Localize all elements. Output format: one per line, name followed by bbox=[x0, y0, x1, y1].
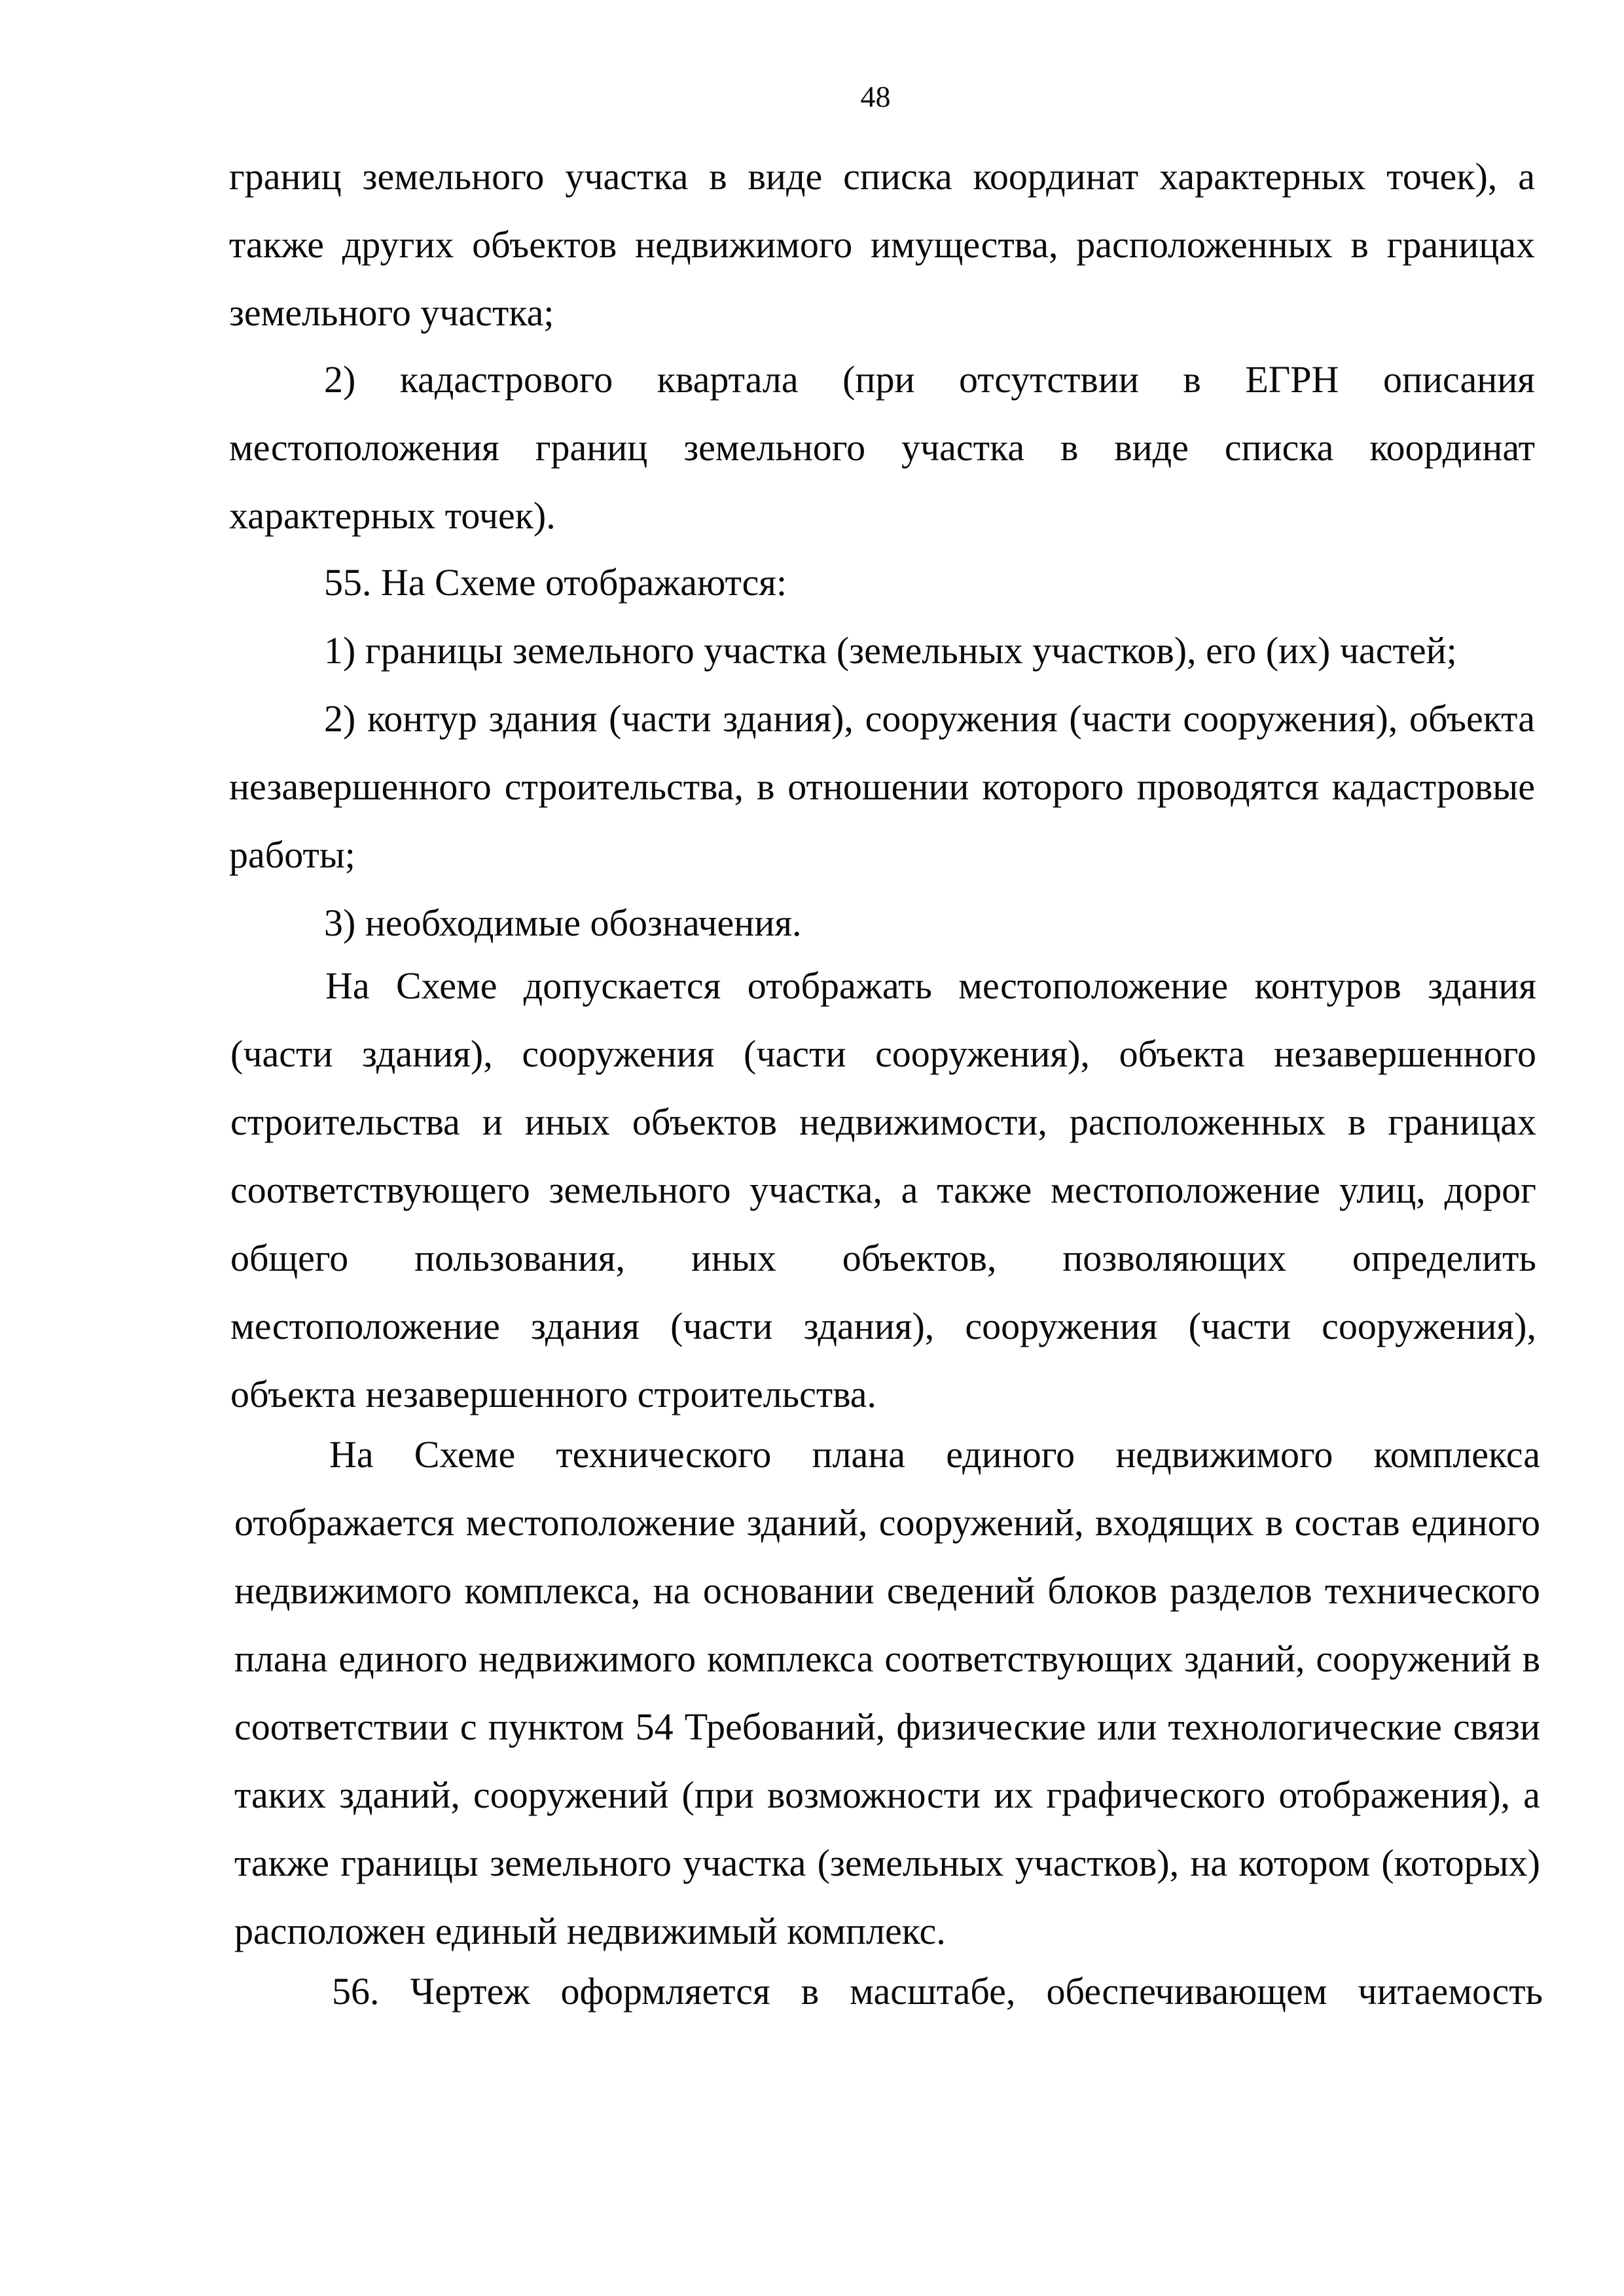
word: в bbox=[1183, 358, 1201, 401]
word: характерных bbox=[1159, 155, 1366, 198]
word: здания bbox=[488, 697, 598, 740]
word: границах bbox=[1388, 1101, 1536, 1143]
word: виде bbox=[748, 155, 823, 198]
word: иных bbox=[691, 1237, 776, 1279]
word: комплекса bbox=[707, 1637, 874, 1680]
word: в bbox=[756, 765, 775, 808]
word: сооружения bbox=[865, 697, 1058, 740]
word: единого bbox=[946, 1433, 1075, 1476]
word: участков), bbox=[1015, 1842, 1180, 1884]
word: позволяющих bbox=[1062, 1237, 1287, 1279]
word: отображения), bbox=[1278, 1774, 1511, 1816]
word: здания), bbox=[362, 1032, 493, 1075]
word: (части bbox=[1069, 697, 1172, 740]
word: комплекса bbox=[1373, 1433, 1540, 1476]
word: отношении bbox=[787, 765, 969, 808]
word: (части bbox=[609, 697, 712, 740]
word: описания bbox=[1382, 358, 1535, 401]
word: сооружения bbox=[522, 1032, 715, 1075]
word: сооружения), bbox=[1183, 697, 1398, 740]
word: (которых) bbox=[1381, 1842, 1540, 1884]
word: отображать bbox=[747, 964, 932, 1007]
text-line bbox=[229, 685, 1535, 753]
word: допускается bbox=[523, 964, 721, 1007]
text-line bbox=[229, 346, 1535, 414]
word: местоположение bbox=[958, 964, 1229, 1007]
word: ЕГРН bbox=[1245, 358, 1339, 401]
text-line: объекта незавершенного строительства. bbox=[230, 1373, 877, 1415]
word: плана bbox=[234, 1637, 328, 1680]
word: объекта bbox=[1119, 1032, 1245, 1075]
word: сооружения), bbox=[1322, 1305, 1536, 1347]
word: сооружений, bbox=[878, 1501, 1084, 1544]
word: земельного bbox=[683, 426, 866, 469]
word: участка bbox=[683, 1842, 806, 1884]
page-number: 48 bbox=[860, 80, 891, 113]
paragraph-56 bbox=[237, 1958, 1543, 2026]
text-line bbox=[230, 1224, 1536, 1292]
word: списка bbox=[1224, 426, 1334, 469]
word: на bbox=[653, 1569, 691, 1612]
word: недвижимого bbox=[635, 223, 853, 266]
word: земельного bbox=[490, 1842, 672, 1884]
word: плана bbox=[812, 1433, 906, 1476]
word: 56. bbox=[332, 1970, 380, 2013]
word: иных bbox=[524, 1101, 610, 1143]
paragraph-unified-complex bbox=[234, 1421, 1540, 1965]
word: расположенных bbox=[1069, 1101, 1326, 1143]
word: Требований, bbox=[684, 1705, 886, 1748]
paragraph-55-list bbox=[229, 549, 1535, 957]
word: дорог bbox=[1444, 1169, 1536, 1211]
text-line: характерных точек). bbox=[229, 494, 556, 537]
word: технического bbox=[1324, 1569, 1540, 1612]
word: пользования, bbox=[414, 1237, 625, 1279]
word: Схеме bbox=[414, 1433, 516, 1476]
text-line: работы; bbox=[229, 833, 355, 876]
text-line: 3) необходимые обозначения. bbox=[324, 902, 802, 944]
word: местоположение bbox=[230, 1305, 500, 1347]
paragraph-item-2-cadastral-quarter bbox=[229, 346, 1535, 550]
word: 54 bbox=[635, 1705, 674, 1748]
text-line bbox=[234, 1489, 1540, 1557]
word: в bbox=[1060, 426, 1079, 469]
word: в bbox=[1350, 223, 1369, 266]
word: других bbox=[342, 223, 454, 266]
word: участка bbox=[565, 155, 689, 198]
word: (части bbox=[670, 1305, 773, 1347]
word: отсутствии bbox=[959, 358, 1139, 401]
word: обеспечивающем bbox=[1046, 1970, 1327, 2013]
word: сведений bbox=[886, 1569, 1036, 1612]
text-line bbox=[229, 143, 1535, 211]
word: земельного bbox=[549, 1169, 731, 1211]
word: виде bbox=[1114, 426, 1189, 469]
word: связи bbox=[1453, 1705, 1540, 1748]
word: зданий, bbox=[1183, 1637, 1305, 1680]
text-line: 1) границы земельного участка (земельных участков), его (их) частей; bbox=[324, 629, 1457, 672]
word: графического bbox=[1046, 1774, 1266, 1816]
text-line: земельного участка; bbox=[229, 291, 554, 334]
word: общего bbox=[230, 1237, 349, 1279]
word: также bbox=[234, 1842, 330, 1884]
word: списка bbox=[843, 155, 952, 198]
word: проводятся bbox=[1136, 765, 1319, 808]
word: зданий, bbox=[339, 1774, 460, 1816]
text-line bbox=[229, 753, 1535, 821]
word: соответствии bbox=[234, 1705, 449, 1748]
word: таких bbox=[234, 1774, 327, 1816]
word: в bbox=[1348, 1101, 1366, 1143]
word: На bbox=[325, 964, 370, 1007]
word: определить bbox=[1352, 1237, 1536, 1279]
word: 2) bbox=[324, 358, 356, 401]
word: пунктом bbox=[488, 1705, 624, 1748]
word: с bbox=[460, 1705, 477, 1748]
word: и bbox=[482, 1101, 503, 1143]
word: (части bbox=[230, 1032, 333, 1075]
text-line bbox=[229, 414, 1535, 482]
word: границ bbox=[229, 155, 342, 198]
word: недвижимого bbox=[234, 1569, 452, 1612]
word: строительства bbox=[230, 1101, 460, 1143]
text-line bbox=[234, 1625, 1540, 1693]
word: котором bbox=[1238, 1842, 1371, 1884]
word: сооружения), bbox=[875, 1032, 1090, 1075]
word: входящих bbox=[1095, 1501, 1254, 1544]
paragraph-scheme-allowed bbox=[230, 952, 1536, 1429]
word: точек), bbox=[1386, 155, 1498, 198]
word: границ bbox=[535, 426, 648, 469]
word: в bbox=[709, 155, 727, 198]
text-line bbox=[230, 952, 1536, 1020]
text-line bbox=[230, 1020, 1536, 1088]
word: физические bbox=[896, 1705, 1087, 1748]
word: также bbox=[937, 1169, 1032, 1211]
word: контур bbox=[367, 697, 477, 740]
word: также bbox=[229, 223, 325, 266]
word: координат bbox=[973, 155, 1139, 198]
word: (при bbox=[681, 1774, 754, 1816]
paragraph-continuation bbox=[229, 143, 1535, 347]
word: объектов, bbox=[842, 1237, 997, 1279]
word: На bbox=[329, 1433, 374, 1476]
text-line bbox=[234, 1421, 1540, 1489]
text-line bbox=[234, 1829, 1540, 1897]
word: единого bbox=[1411, 1501, 1540, 1544]
word: (при bbox=[842, 358, 915, 401]
word: (части bbox=[744, 1032, 846, 1075]
word: (земельных bbox=[817, 1842, 1004, 1884]
word: недвижимого bbox=[1115, 1433, 1333, 1476]
text-line bbox=[230, 1088, 1536, 1156]
word: кадастрового bbox=[399, 358, 613, 401]
word: возможности bbox=[767, 1774, 981, 1816]
word: улиц, bbox=[1339, 1169, 1426, 1211]
word: строительства, bbox=[504, 765, 744, 808]
word: основании bbox=[702, 1569, 875, 1612]
word: соответствующего bbox=[230, 1169, 530, 1211]
text-line bbox=[234, 1761, 1540, 1829]
word: Чертеж bbox=[410, 1970, 530, 2013]
word: местоположение bbox=[1051, 1169, 1320, 1211]
word: зданий, bbox=[746, 1501, 868, 1544]
word: здания bbox=[531, 1305, 640, 1347]
word: объекта bbox=[1409, 697, 1535, 740]
word: отображается bbox=[234, 1501, 455, 1544]
word: (части bbox=[1188, 1305, 1291, 1347]
word: которого bbox=[982, 765, 1124, 808]
word: сооружений bbox=[473, 1774, 669, 1816]
word: здания), bbox=[723, 697, 854, 740]
word: незавершенного bbox=[1274, 1032, 1536, 1075]
word: расположенных bbox=[1076, 223, 1333, 266]
word: технологические bbox=[1168, 1705, 1442, 1748]
word: недвижимости, bbox=[799, 1101, 1047, 1143]
word: или bbox=[1097, 1705, 1157, 1748]
word: оформляется bbox=[560, 1970, 770, 2013]
word: контуров bbox=[1254, 964, 1401, 1007]
text-line bbox=[234, 1557, 1540, 1625]
word: объектов bbox=[632, 1101, 778, 1143]
word: в bbox=[801, 1970, 820, 2013]
word: местоположения bbox=[229, 426, 499, 469]
word: сооружения bbox=[965, 1305, 1158, 1347]
word: а bbox=[1518, 155, 1535, 198]
word: масштабе, bbox=[850, 1970, 1016, 2013]
word: участка bbox=[901, 426, 1025, 469]
word: недвижимого bbox=[478, 1637, 696, 1680]
word: земельного bbox=[362, 155, 545, 198]
text-line: 55. На Схеме отображаются: bbox=[324, 561, 787, 604]
text-line bbox=[234, 1693, 1540, 1761]
word: здания bbox=[1428, 964, 1536, 1007]
text-line: расположен единый недвижимый комплекс. bbox=[234, 1910, 946, 1952]
word: единого bbox=[338, 1637, 468, 1680]
word: сооружений bbox=[1316, 1637, 1511, 1680]
text-line bbox=[229, 211, 1535, 279]
word: комплекса, bbox=[464, 1569, 641, 1612]
word: соответствующих bbox=[884, 1637, 1174, 1680]
word: квартала bbox=[657, 358, 799, 401]
word: здания), bbox=[803, 1305, 935, 1347]
word: на bbox=[1190, 1842, 1228, 1884]
word: 2) bbox=[324, 697, 356, 740]
word: объектов bbox=[472, 223, 617, 266]
text-line bbox=[230, 1292, 1536, 1360]
word: их bbox=[994, 1774, 1034, 1816]
text-line bbox=[237, 1958, 1543, 2026]
word: кадастровые bbox=[1331, 765, 1535, 808]
word: имущества, bbox=[870, 223, 1058, 266]
word: местоположение bbox=[465, 1501, 736, 1544]
word: незавершенного bbox=[229, 765, 492, 808]
word: координат bbox=[1369, 426, 1535, 469]
word: границы bbox=[340, 1842, 478, 1884]
text-line bbox=[230, 1156, 1536, 1224]
word: блоков bbox=[1047, 1569, 1157, 1612]
word: в bbox=[1522, 1637, 1540, 1680]
word: состав bbox=[1294, 1501, 1400, 1544]
word: в bbox=[1265, 1501, 1284, 1544]
word: технического bbox=[556, 1433, 772, 1476]
word: Схеме bbox=[396, 964, 497, 1007]
word: участка, bbox=[749, 1169, 882, 1211]
word: разделов bbox=[1170, 1569, 1312, 1612]
word: читаемость bbox=[1358, 1970, 1543, 2013]
word: а bbox=[901, 1169, 918, 1211]
word: границах bbox=[1386, 223, 1535, 266]
word: а bbox=[1523, 1774, 1540, 1816]
